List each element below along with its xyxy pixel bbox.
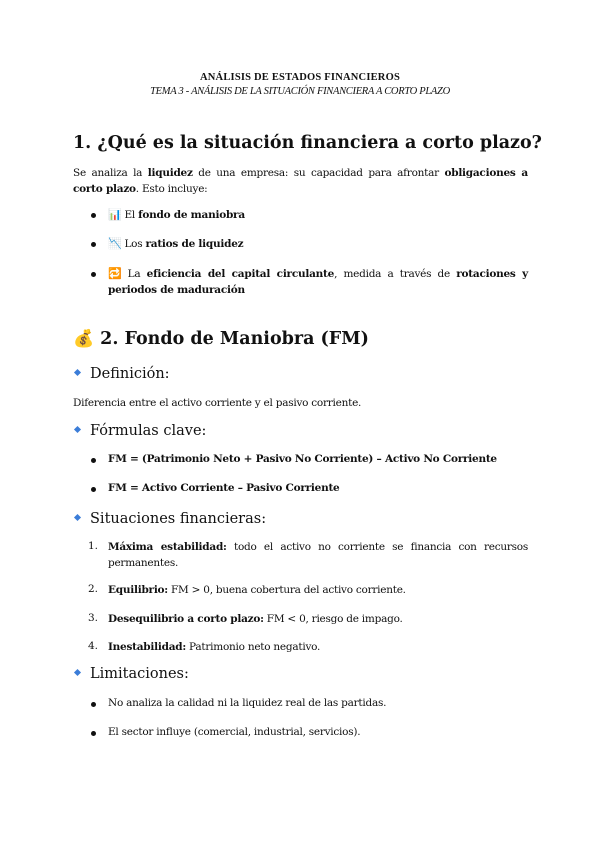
bullet-dot: [91, 272, 96, 277]
situation-label: Inestabilidad:: [108, 641, 186, 653]
document-subtitle: TEMA 3 - ANÁLISIS DE LA SITUACIÓN FINANCIERA A CORTO PLAZO: [150, 86, 450, 97]
formula-text: FM = (Patrimonio Neto + Pasivo No Corriente) – Activo No Corriente: [108, 453, 497, 465]
situation-item: [108, 583, 528, 599]
list-item-bold: ratios de liquidez: [145, 238, 244, 250]
limitation-item: No analiza la calidad ni la liquidez real de las partidas.: [108, 697, 387, 709]
bullet-dot: [91, 702, 96, 707]
situation-label: Equilibrio:: [108, 584, 168, 596]
bullet-dot: [91, 242, 96, 247]
list-item-text: La: [127, 268, 147, 280]
bullet-dot: [91, 731, 96, 736]
chart-decreasing-icon: 📉: [108, 237, 122, 250]
repeat-icon: 🔁: [108, 267, 125, 280]
list-number: 1.: [88, 540, 99, 552]
formulas-heading-text: Fórmulas clave:: [90, 423, 207, 439]
situation-text: Patrimonio neto negativo.: [185, 641, 321, 653]
diamond-bullet-icon: [74, 514, 81, 521]
list-item-text: Los: [124, 238, 146, 250]
list-item: [108, 207, 528, 224]
list-number: 3.: [88, 612, 99, 624]
situation-text: FM < 0, riesgo de impago.: [263, 613, 403, 625]
definition-heading-text: Definición:: [90, 366, 170, 382]
intro-text-1: Se analiza la: [73, 167, 148, 179]
situation-item: [108, 640, 528, 656]
situation-label: Máxima estabilidad:: [108, 541, 227, 553]
section-2-heading: [73, 329, 369, 349]
formula-text: FM = Activo Corriente – Pasivo Corriente: [108, 482, 340, 494]
diamond-bullet-icon: [74, 426, 81, 433]
formulas-heading: [75, 423, 206, 439]
diamond-bullet-icon: [74, 369, 81, 376]
limitation-item: El sector influye (comercial, industrial, servicios).: [108, 726, 361, 738]
situations-heading-text: Situaciones financieras:: [90, 511, 267, 527]
money-bag-icon: 💰: [73, 329, 95, 349]
list-item-bold: fondo de maniobra: [138, 209, 245, 221]
situation-label: Desequilibrio a corto plazo:: [108, 613, 264, 625]
situation-text: FM > 0, buena cobertura del activo corriente.: [167, 584, 406, 596]
situation-item: [108, 612, 528, 628]
list-item-bold: rotaciones y periodos de maduración: [108, 268, 528, 296]
intro-bold-obligaciones: obligaciones a corto plazo: [73, 167, 528, 195]
formula-item: [108, 452, 528, 468]
intro-bold-liquidez: liquidez: [147, 167, 193, 179]
limitations-heading: [75, 666, 189, 682]
list-number: 2.: [88, 583, 99, 595]
formula-item: [108, 481, 528, 497]
list-item-text: El: [124, 209, 139, 221]
bullet-dot: [91, 213, 96, 218]
document-title: ANÁLISIS DE ESTADOS FINANCIEROS: [199, 72, 400, 83]
list-item: [108, 266, 528, 298]
bullet-dot: [91, 458, 96, 463]
intro-text-2: de una empresa: su capacidad para afrontar: [192, 167, 445, 179]
section-2-heading-text: 2. Fondo de Maniobra (FM): [100, 329, 369, 349]
definition-text: Diferencia entre el activo corriente y el pasivo corriente.: [73, 397, 362, 409]
list-item: [108, 236, 528, 253]
bar-chart-icon: 📊: [108, 208, 122, 221]
list-number: 4.: [88, 640, 99, 652]
intro-text-3: . Esto incluye:: [135, 183, 208, 195]
section-1-intro: [73, 165, 528, 197]
list-item-text: , medida a través de: [334, 268, 457, 280]
definition-heading: [75, 366, 170, 382]
diamond-bullet-icon: [74, 669, 81, 676]
section-1-heading: 1. ¿Qué es la situación financiera a corto plazo?: [73, 133, 542, 153]
situation-text: todo el activo no corriente se financia con recursos permanentes.: [108, 541, 528, 569]
situation-item: [108, 540, 528, 571]
situations-heading: [75, 511, 266, 527]
bullet-dot: [91, 487, 96, 492]
limitations-heading-text: Limitaciones:: [90, 666, 189, 682]
list-item-bold: eficiencia del capital circulante: [146, 268, 335, 280]
